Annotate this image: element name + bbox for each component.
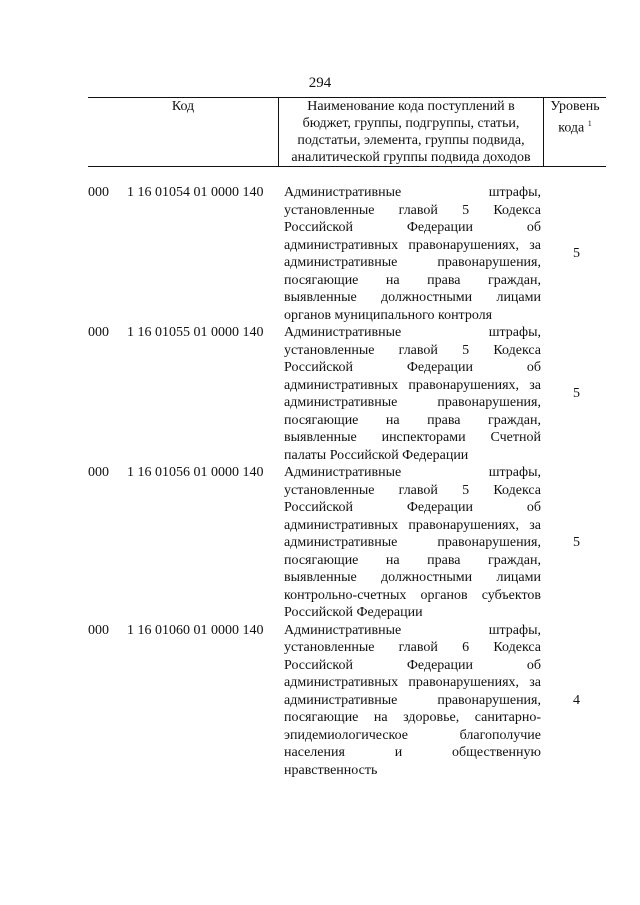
row-name-line: Российской Федерации об — [284, 220, 541, 235]
row-prefix: 000 — [88, 622, 109, 638]
row-name — [284, 622, 541, 780]
row-name-line: установленные главой 5 Кодекса — [284, 482, 541, 498]
row-name — [284, 324, 541, 464]
header-name-line: аналитической группы подвида доходов — [291, 150, 531, 165]
row-name-line: Российской Федерации об — [284, 500, 541, 515]
row-name-line: административных правонарушениях, за — [284, 377, 541, 393]
row-name — [284, 464, 541, 622]
row-name-line: административные правонарушения, — [284, 395, 541, 410]
row-level: 5 — [573, 535, 580, 550]
row-name-line: выявленные должностными лицами — [284, 290, 541, 305]
row-name-line: Административные штрафы, — [284, 622, 541, 638]
table-row — [88, 622, 606, 780]
row-name-line: административных правонарушениях, за — [284, 517, 541, 533]
row-name-line: административные правонарушения, — [284, 535, 541, 550]
table-row — [88, 324, 606, 464]
row-name-line: органов муниципального контроля — [284, 307, 493, 323]
header-level-cell — [544, 98, 606, 166]
row-name-line: населения и общественную — [284, 745, 541, 760]
row-name-line: палаты Российской Федерации — [284, 447, 469, 463]
row-name-line: установленные главой 5 Кодекса — [284, 202, 541, 218]
row-code: 1 16 01060 01 0000 140 — [127, 622, 264, 638]
row-name-line: посягающие на здоровье, санитарно- — [284, 710, 541, 725]
page-number: 294 — [308, 75, 332, 91]
row-name — [284, 184, 541, 324]
table-row — [88, 184, 606, 324]
row-name-line: выявленные инспекторами Счетной — [284, 430, 541, 445]
row-code: 1 16 01054 01 0000 140 — [127, 185, 264, 200]
row-name-line: посягающие на права граждан, — [284, 272, 541, 288]
header-name-line: подстатьи, элемента, группы подвида, — [297, 133, 525, 148]
row-name-line: административные правонарушения, — [284, 692, 541, 708]
row-name-line: административных правонарушениях, за — [284, 237, 541, 253]
row-level: 5 — [573, 386, 580, 402]
row-prefix: 000 — [88, 185, 109, 200]
header-code-cell — [88, 98, 279, 166]
row-name-line: Административные штрафы, — [284, 325, 541, 340]
row-prefix: 000 — [88, 465, 109, 480]
row-name-line: Российской Федерации об — [284, 657, 541, 673]
row-level: 5 — [573, 246, 580, 262]
row-name-line: административные правонарушения, — [284, 255, 541, 270]
row-name-line: административных правонарушениях, за — [284, 675, 541, 690]
row-name-line: Российской Федерации об — [284, 360, 541, 375]
row-name-line: эпидемиологическое благополучие — [284, 727, 541, 743]
row-name-line: Административные штрафы, — [284, 465, 541, 480]
row-name-line: установленные главой 5 Кодекса — [284, 342, 541, 358]
table-body — [88, 184, 606, 779]
header-name-line: бюджет, группы, подгруппы, статьи, — [302, 116, 520, 131]
row-name-line: посягающие на права граждан, — [284, 412, 541, 428]
header-name-line: Наименование кода поступлений в — [307, 99, 515, 114]
header-name-cell — [279, 98, 544, 166]
header-level-line2: кода — [558, 120, 585, 136]
row-name-line: нравственность — [284, 762, 378, 778]
row-prefix: 000 — [88, 325, 109, 340]
table-header — [88, 97, 606, 167]
row-name-line: Административные штрафы, — [284, 185, 541, 200]
row-level: 4 — [573, 692, 580, 708]
row-code: 1 16 01056 01 0000 140 — [127, 465, 264, 480]
table-row — [88, 464, 606, 622]
row-name-line: выявленные должностными лицами — [284, 570, 541, 585]
row-name-line: Российской Федерации — [284, 605, 423, 620]
row-name-line: посягающие на права граждан, — [284, 552, 541, 568]
row-name-line: установленные главой 6 Кодекса — [284, 640, 541, 655]
header-level-footnote: 1 — [587, 119, 592, 128]
header-code-label: Код — [171, 99, 195, 114]
row-name-line: контрольно-счетных органов субъектов — [284, 587, 541, 603]
row-code: 1 16 01055 01 0000 140 — [127, 325, 264, 340]
header-level-line1: Уровень — [550, 99, 600, 114]
